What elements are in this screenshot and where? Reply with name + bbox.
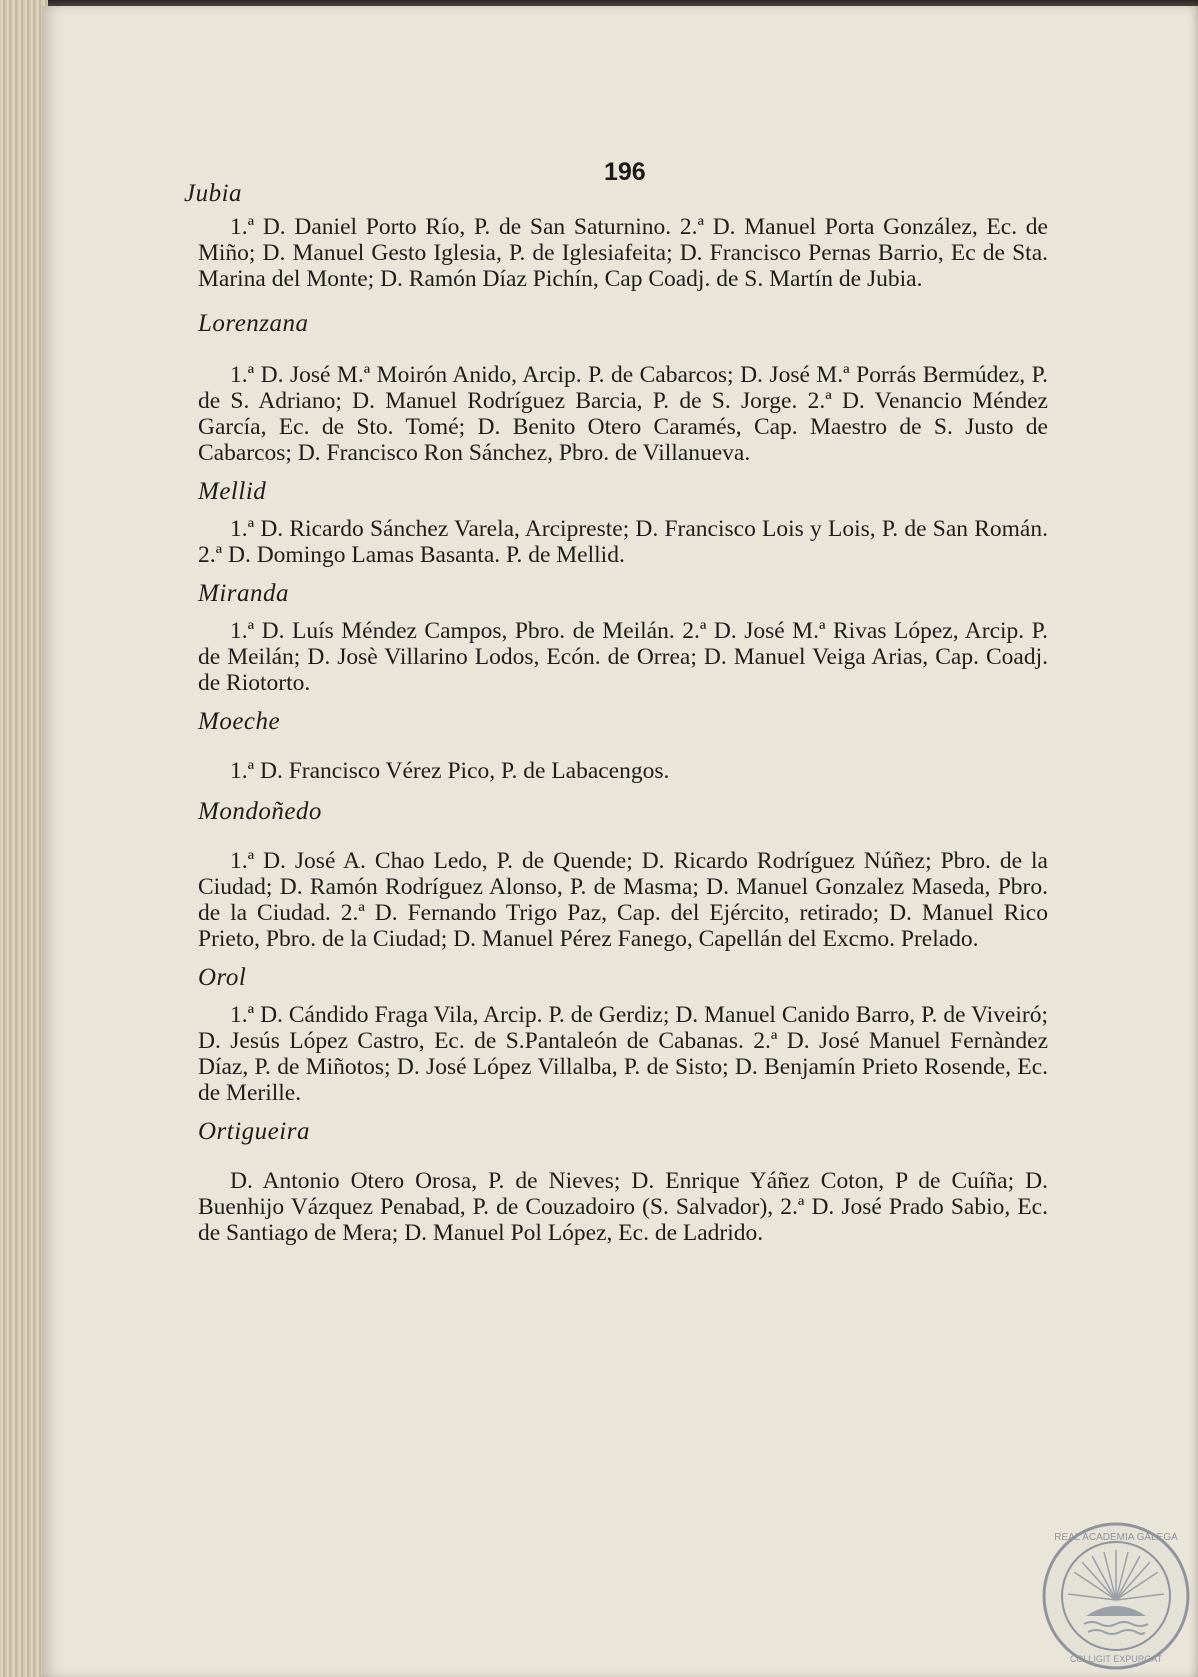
page-number: 196 [604, 158, 646, 186]
section-text: 1.ª D. Cándido Fraga Vila, Arcip. P. de Gerdiz; D. Manuel Canido Barro, P. de Viveiró; D. Jesús López Castro, Ec. de S.Pantaleón de Cabanas. 2.ª D. José Manuel Fernàndez Díaz, P. de Miñotos; D. José López Villalba, P. de Sisto; D. Benjamín Prieto Rosende, Ec. de Merille. [198, 1002, 1048, 1106]
section-text: 1.ª D. Daniel Porto Río, P. de San Saturnino. 2.ª D. Manuel Porta González, Ec. de Miño; D. Manuel Gesto Iglesia, P. de Iglesiafeita; D. Francisco Pernas Barrio, Ec de Sta. Marina del Monte; D. Ramón Díaz Pichín, Cap Coadj. de S. Martín de Jubia. [198, 214, 1048, 292]
page-content [184, 180, 1048, 1246]
book-page-edges [0, 0, 48, 1677]
section-text: 1.ª D. Ricardo Sánchez Varela, Arcipreste; D. Francisco Lois y Lois, P. de San Román. 2.ª D. Domingo Lamas Basanta. P. de Mellid. [198, 516, 1048, 568]
svg-text:REAL ACADEMIA GALEGA: REAL ACADEMIA GALEGA [1054, 1532, 1178, 1543]
section-text: 1.ª D. Francisco Vérez Pico, P. de Labacengos. [230, 758, 670, 784]
section-lorenzana [198, 310, 1048, 466]
section-jubia [184, 180, 1048, 292]
section-title: Lorenzana [198, 310, 309, 337]
svg-text:COLLIGIT EXPURGAT: COLLIGIT EXPURGAT [1069, 1654, 1163, 1664]
section-title: Mellid [198, 478, 267, 505]
section-ortigueira [198, 1118, 1048, 1246]
section-title: Ortigueira [198, 1118, 310, 1145]
section-text: 1.ª D. José A. Chao Ledo, P. de Quende; D. Ricardo Rodríguez Núñez; Pbro. de la Ciudad; D. Ramón Rodríguez Alonso, P. de Masma; D. Manuel Gonzalez Maseda, Pbro. de la Ciudad. 2.ª D. Fernando Trigo Paz, Cap. del Ejército, retirado; D. Manuel Rico Prieto, Pbro. de la Ciudad; D. Manuel Pérez Fanego, Capellán del Excmo. Prelado. [198, 848, 1048, 952]
section-orol [198, 964, 1048, 1106]
section-mellid [198, 478, 1048, 568]
section-text: 1.ª D. José M.ª Moirón Anido, Arcip. P. de Cabarcos; D. José M.ª Porrás Bermúdez, P. de S. Adriano; D. Manuel Rodríguez Barcia, P. de S. Jorge. 2.ª D. Venancio Méndez García, Ec. de Sto. Tomé; D. Benito Otero Caramés, Cap. Maestro de S. Justo de Cabarcos; D. Francisco Ron Sánchez, Pbro. de Villanueva. [198, 362, 1048, 466]
section-mondonedo [198, 798, 1048, 952]
section-text: D. Antonio Otero Orosa, P. de Nieves; D. Enrique Yáñez Coton, P de Cuíña; D. Buenhijo Vázquez Penabad, P. de Couzadoiro (S. Salvador), 2.ª D. José Prado Sabio, Ec. de Santiago de Mera; D. Manuel Pol López, Ec. de Ladrido. [198, 1168, 1048, 1246]
section-text: 1.ª D. Luís Méndez Campos, Pbro. de Meilán. 2.ª D. José M.ª Rivas López, Arcip. P. de Meilán; D. Josè Villarino Lodos, Ecón. de Orrea; D. Manuel Veiga Arias, Cap. Coadj. de Riotorto. [198, 618, 1048, 696]
section-title: Jubia [184, 180, 243, 207]
section-title: Moeche [198, 708, 281, 735]
academy-seal-stamp [1040, 1520, 1192, 1672]
section-miranda [198, 580, 1048, 696]
section-title: Mondoñedo [198, 798, 322, 825]
section-title: Miranda [198, 580, 289, 607]
section-title: Orol [198, 964, 247, 991]
section-moeche [198, 708, 1048, 784]
